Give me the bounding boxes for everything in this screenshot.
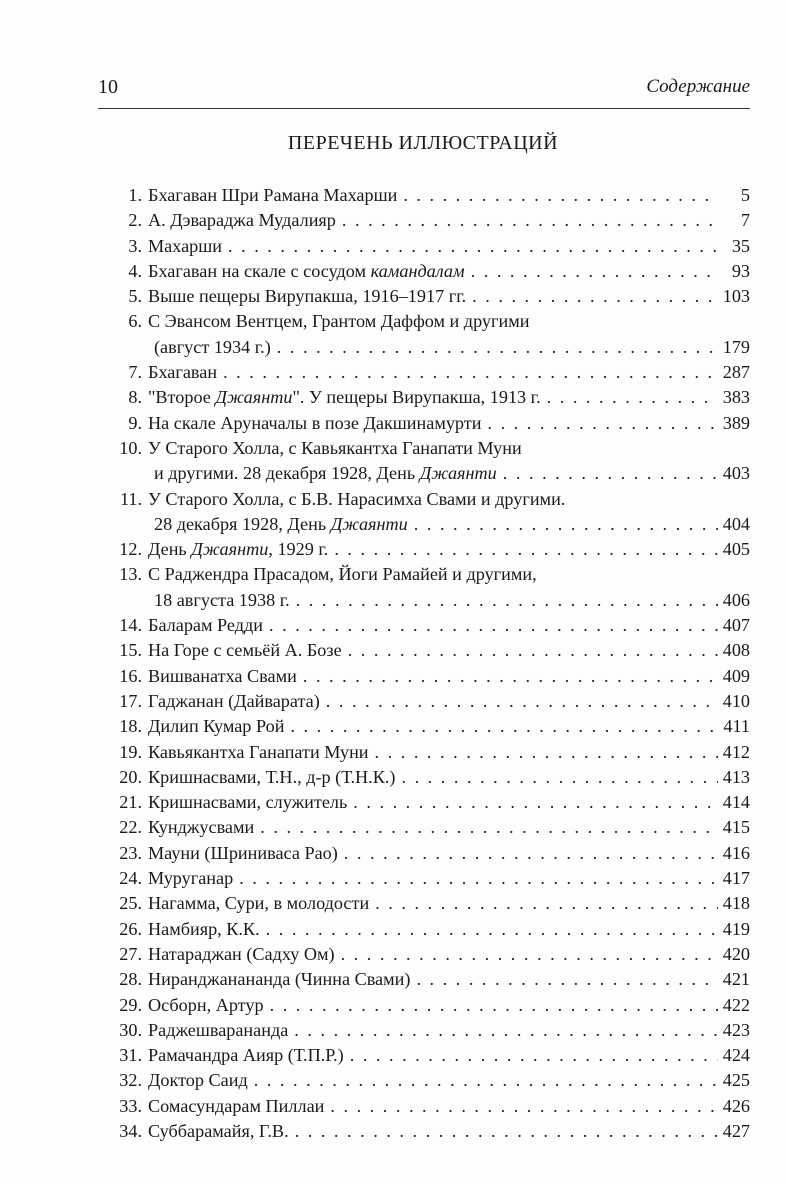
entry-title — [142, 385, 541, 410]
dot-leader — [341, 942, 718, 967]
list-item — [108, 1018, 750, 1043]
entry-line — [108, 208, 750, 233]
entry-number: 19. — [119, 741, 142, 762]
entry-line — [108, 942, 750, 967]
dot-leader — [471, 259, 718, 284]
entry-number: 12. — [119, 539, 142, 560]
entry-number: 24. — [119, 868, 142, 889]
entry-title-text: 28 декабря 1928, День — [154, 513, 331, 534]
entry-page: 383 — [722, 387, 750, 408]
entry-title — [142, 714, 284, 739]
list-item — [108, 790, 750, 815]
entry-title-text: С Раджендра Прасадом, Йоги Рамайей и другими, — [148, 564, 537, 585]
list-item — [108, 917, 750, 942]
entry-line — [108, 967, 750, 992]
list-item — [108, 841, 750, 866]
dot-leader — [344, 841, 718, 866]
dot-leader — [269, 613, 718, 638]
entry-title-after: ". У пещеры Вирупакша, 1913 г. — [292, 387, 541, 408]
entry-line-continued — [108, 335, 750, 360]
dot-leader — [350, 1043, 718, 1068]
entry-page: 419 — [722, 918, 750, 939]
entry-title-italic: Джаянти — [419, 463, 497, 484]
entry-title — [142, 259, 465, 284]
dot-leader — [503, 461, 718, 486]
entry-line — [108, 234, 750, 259]
list-item — [108, 436, 750, 487]
entry-title-text: А. Дэвараджа Мудалияр — [148, 210, 336, 231]
entry-title-after: , 1929 г. — [268, 539, 329, 560]
list-item — [108, 891, 750, 916]
entry-number: 5. — [128, 286, 142, 307]
list-item — [108, 183, 750, 208]
list-item — [108, 537, 750, 562]
entry-title-text: Дилип Кумар Рой — [148, 716, 285, 737]
entry-line — [108, 917, 750, 942]
entry-title — [142, 917, 260, 942]
entry-title-text: Кунджусвами — [148, 817, 255, 838]
list-item — [108, 487, 750, 538]
entry-page: 103 — [722, 286, 750, 307]
list-item — [108, 815, 750, 840]
dot-leader — [330, 1094, 718, 1119]
entry-page: 416 — [722, 842, 750, 863]
entry-line — [108, 689, 750, 714]
section-title: ПЕРЕЧЕНЬ ИЛЛЮСТРАЦИЙ — [287, 132, 559, 154]
dot-leader — [239, 866, 718, 891]
dot-leader — [375, 891, 718, 916]
entry-title-text: День — [148, 539, 192, 560]
entry-line — [108, 815, 750, 840]
list-item — [108, 765, 750, 790]
entry-title — [142, 1043, 344, 1068]
entry-title — [142, 1018, 288, 1043]
entry-number: 30. — [119, 1019, 142, 1040]
entry-number: 15. — [119, 640, 142, 661]
entry-title-text: Раджешварананда — [148, 1019, 289, 1040]
entry-title — [142, 841, 338, 866]
entry-title-text: "Второе — [148, 387, 216, 408]
entry-title — [142, 234, 222, 259]
list-item — [108, 360, 750, 385]
entry-number: 3. — [128, 235, 142, 256]
entry-line — [108, 638, 750, 663]
dot-leader — [260, 815, 718, 840]
entry-title — [142, 613, 263, 638]
list-item — [108, 1043, 750, 1068]
dot-leader — [487, 411, 718, 436]
entry-title — [142, 208, 336, 233]
entry-page: 424 — [722, 1045, 750, 1066]
entry-title — [142, 1119, 289, 1144]
entry-title — [142, 1068, 248, 1093]
list-item — [108, 967, 750, 992]
entry-page: 422 — [722, 994, 750, 1015]
entry-page: 93 — [731, 260, 750, 281]
entry-number: 20. — [119, 766, 142, 787]
dot-leader — [342, 208, 718, 233]
entry-number: 33. — [119, 1095, 142, 1116]
entry-line — [108, 360, 750, 385]
dot-leader — [348, 638, 718, 663]
entry-title — [142, 891, 369, 916]
entry-title-text: Выше пещеры Вирупакша, 1916–1917 гг. — [148, 286, 467, 307]
entry-title-text: Кришнасвами, Т.Н., д-р (Т.Н.К.) — [148, 766, 396, 787]
entry-number: 7. — [128, 362, 142, 383]
entry-title-text: (август 1934 г.) — [154, 336, 271, 357]
entry-title — [142, 689, 320, 714]
entry-title-italic: Джаянти — [191, 539, 269, 560]
entry-title-italic: камандалам — [370, 260, 465, 281]
entry-title — [142, 942, 335, 967]
list-item — [108, 638, 750, 663]
entry-number: 31. — [119, 1045, 142, 1066]
entry-number: 18. — [119, 716, 142, 737]
entry-line — [108, 436, 750, 461]
entry-title-text: Кавьякантха Ганапати Муни — [148, 741, 369, 762]
entry-page: 423 — [722, 1019, 750, 1040]
entry-title — [142, 664, 297, 689]
entry-page: 414 — [722, 792, 750, 813]
dot-leader — [401, 765, 718, 790]
entry-page: 410 — [722, 690, 750, 711]
entry-number: 25. — [119, 893, 142, 914]
entry-number: 29. — [119, 994, 142, 1015]
entry-line — [108, 765, 750, 790]
entry-title — [142, 815, 254, 840]
dot-leader — [472, 284, 718, 309]
entry-page: 425 — [722, 1070, 750, 1091]
entry-number: 28. — [119, 969, 142, 990]
entry-title-text: Вишванатха Свами — [148, 665, 297, 686]
list-item — [108, 284, 750, 309]
entry-line — [108, 613, 750, 638]
entry-number: 23. — [119, 842, 142, 863]
entry-page: 406 — [722, 589, 750, 610]
entry-number: 10. — [119, 437, 142, 458]
entry-title-text: Ниранджанананда (Чинна Свами) — [148, 969, 411, 990]
entry-title-text: На Горе с семьёй А. Бозе — [148, 640, 342, 661]
entry-page: 389 — [722, 412, 750, 433]
entry-title — [142, 436, 522, 461]
entry-line — [108, 1043, 750, 1068]
entry-title-text: Кришнасвами, служитель — [148, 792, 348, 813]
list-item — [108, 613, 750, 638]
list-item — [108, 740, 750, 765]
entry-page: 427 — [722, 1120, 750, 1141]
entry-number: 13. — [119, 564, 142, 585]
list-item — [108, 993, 750, 1018]
page-number: 10 — [98, 76, 118, 98]
list-item — [108, 942, 750, 967]
entry-title — [142, 1094, 324, 1119]
entry-line — [108, 993, 750, 1018]
entry-title — [142, 562, 537, 587]
entry-title-text: Муруганар — [148, 868, 234, 889]
entry-number: 11. — [119, 488, 142, 509]
entry-number: 26. — [119, 918, 142, 939]
entry-title — [142, 765, 395, 790]
entry-line — [108, 385, 750, 410]
entry-line — [108, 866, 750, 891]
list-item — [108, 689, 750, 714]
entry-title — [148, 335, 271, 360]
entry-title-text: Бхагаван — [148, 362, 218, 383]
list-item — [108, 309, 750, 360]
page-header — [98, 72, 750, 109]
entry-number: 32. — [119, 1070, 142, 1091]
entry-number: 27. — [119, 943, 142, 964]
entry-title-italic: Джаянти — [215, 387, 293, 408]
dot-leader — [295, 1119, 718, 1144]
entry-number: 4. — [128, 260, 142, 281]
entry-title-text: Нагамма, Сури, в молодости — [148, 893, 370, 914]
entry-line — [108, 790, 750, 815]
entry-title-text: 18 августа 1938 г. — [154, 589, 290, 610]
entry-page: 404 — [722, 513, 750, 534]
entry-number: 8. — [128, 387, 142, 408]
dot-leader — [353, 790, 718, 815]
entry-title — [142, 487, 565, 512]
list-item — [108, 1068, 750, 1093]
entry-page: 405 — [722, 539, 750, 560]
list-item — [108, 259, 750, 284]
entry-title — [142, 537, 328, 562]
entry-page: 407 — [722, 615, 750, 636]
dot-leader — [403, 183, 718, 208]
entry-page: 411 — [723, 716, 750, 737]
entry-title — [142, 360, 217, 385]
entry-title — [142, 967, 410, 992]
entry-line — [108, 714, 750, 739]
entry-line — [108, 664, 750, 689]
list-item — [108, 1119, 750, 1144]
entry-number: 21. — [119, 792, 142, 813]
dot-leader — [414, 512, 718, 537]
entry-title — [142, 411, 481, 436]
dot-leader — [294, 1018, 718, 1043]
entry-page: 413 — [722, 766, 750, 787]
entry-title — [148, 461, 497, 486]
entry-title-text: Махарши — [148, 235, 223, 256]
entry-page: 415 — [722, 817, 750, 838]
entry-line — [108, 1018, 750, 1043]
entry-title-text: У Старого Холла, с Кавьякантха Ганапати Муни — [148, 437, 522, 458]
entry-number: 2. — [128, 210, 142, 231]
entry-title-text: и другими. 28 декабря 1928, День — [154, 463, 420, 484]
entry-number: 16. — [119, 665, 142, 686]
entry-number: 17. — [119, 690, 142, 711]
entry-line-continued — [108, 588, 750, 613]
entry-title — [148, 588, 290, 613]
entry-page: 421 — [722, 969, 750, 990]
running-title: Содержание — [646, 76, 750, 97]
list-item — [108, 714, 750, 739]
entry-title — [142, 284, 466, 309]
entry-title — [142, 993, 264, 1018]
list-item — [108, 664, 750, 689]
list-item — [108, 411, 750, 436]
entry-line-continued — [108, 461, 750, 486]
entry-title — [142, 790, 347, 815]
entry-title-text: Натараджан (Садху Ом) — [148, 943, 335, 964]
entry-title-text: Рамачандра Аияр (Т.П.Р.) — [148, 1045, 344, 1066]
entry-title — [142, 309, 529, 334]
entry-title-text: Сомасундарам Пиллаи — [148, 1095, 325, 1116]
entry-number: 14. — [119, 615, 142, 636]
list-item — [108, 234, 750, 259]
entry-title-text: Суббарамайя, Г.В. — [148, 1120, 289, 1141]
entry-page: 287 — [722, 362, 750, 383]
list-item — [108, 385, 750, 410]
entry-title-text: На скале Аруначалы в позе Дакшинамурти — [148, 412, 482, 433]
entry-number: 22. — [119, 817, 142, 838]
entry-line — [108, 562, 750, 587]
dot-leader — [326, 689, 718, 714]
entry-title-text: Баларам Редди — [148, 615, 263, 636]
entry-line — [108, 411, 750, 436]
entry-number: 6. — [128, 311, 142, 332]
list-item — [108, 1094, 750, 1119]
entry-page: 409 — [722, 665, 750, 686]
dot-leader — [547, 385, 718, 410]
entry-line — [108, 891, 750, 916]
entry-page: 418 — [722, 893, 750, 914]
list-item — [108, 866, 750, 891]
entry-line — [108, 183, 750, 208]
list-item — [108, 562, 750, 613]
entry-title — [142, 740, 369, 765]
entry-number: 34. — [119, 1120, 142, 1141]
entry-line — [108, 841, 750, 866]
entry-title-italic: Джаянти — [330, 513, 408, 534]
entry-title — [142, 866, 233, 891]
entry-title-text: Осборн, Артур — [148, 994, 264, 1015]
entry-page: 7 — [740, 210, 750, 231]
dot-leader — [290, 714, 718, 739]
entry-title-text: Мауни (Шриниваса Рао) — [148, 842, 338, 863]
dot-leader — [254, 1068, 718, 1093]
entry-title-text: Намбияр, К.К. — [148, 918, 260, 939]
entry-line — [108, 284, 750, 309]
dot-leader — [266, 917, 718, 942]
entry-line — [108, 537, 750, 562]
entry-line — [108, 1119, 750, 1144]
entry-number: 1. — [128, 185, 142, 205]
entry-page: 426 — [722, 1095, 750, 1116]
entry-page: 35 — [731, 235, 750, 256]
entry-line — [108, 1094, 750, 1119]
dot-leader — [375, 740, 718, 765]
dot-leader — [223, 360, 718, 385]
entry-title-text: Бхагаван на скале с сосудом — [148, 260, 371, 281]
entry-title — [142, 638, 342, 663]
entry-line-continued — [108, 512, 750, 537]
entry-page: 179 — [722, 336, 750, 357]
entry-line — [108, 487, 750, 512]
list-item — [108, 208, 750, 233]
entry-line — [108, 740, 750, 765]
dot-leader — [303, 664, 718, 689]
entry-number: 9. — [128, 412, 142, 433]
entry-line — [108, 1068, 750, 1093]
entry-page: 412 — [722, 741, 750, 762]
entry-title — [148, 512, 408, 537]
entry-page: 420 — [722, 943, 750, 964]
dot-leader — [277, 335, 718, 360]
entry-line — [108, 309, 750, 334]
dot-leader — [416, 967, 718, 992]
entry-title-text: Бхагаван Шри Рамана Махарши — [148, 185, 398, 205]
entry-page: 5 — [740, 185, 750, 205]
entry-title-text: Доктор Саид — [148, 1070, 248, 1091]
dot-leader — [228, 234, 718, 259]
entry-title-text: Гаджанан (Дайварата) — [148, 690, 320, 711]
illustrations-list — [108, 183, 750, 1144]
dot-leader — [270, 993, 718, 1018]
entry-page: 417 — [722, 868, 750, 889]
dot-leader — [334, 537, 718, 562]
entry-title-text: С Эвансом Вентцем, Грантом Даффом и другими — [148, 311, 530, 332]
entry-title-text: У Старого Холла, с Б.В. Нарасимха Свами и другими. — [148, 488, 566, 509]
entry-line — [108, 259, 750, 284]
entry-title — [142, 183, 397, 208]
entry-page: 408 — [722, 640, 750, 661]
dot-leader — [296, 588, 718, 613]
entry-page: 403 — [722, 463, 750, 484]
